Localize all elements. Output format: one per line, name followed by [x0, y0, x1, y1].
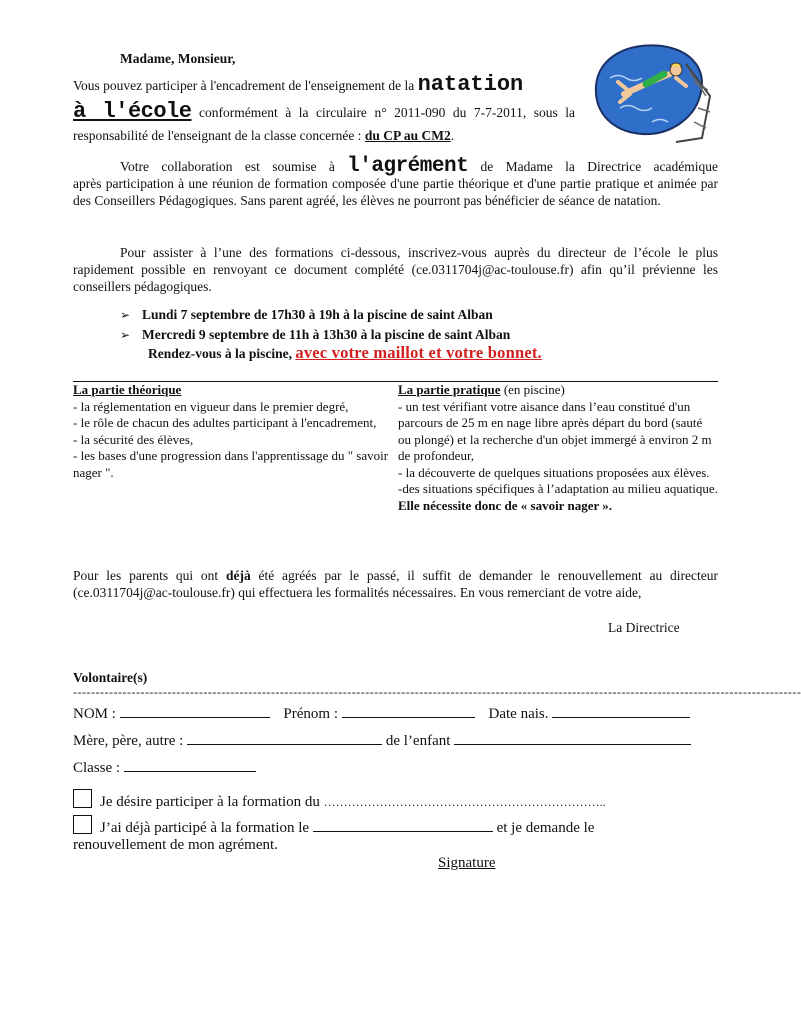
option-1-checkbox[interactable]: [73, 789, 92, 808]
renewal-text-2: été agréés par le passé, il suffit de demander le renouvellement au directeur (ce.0311704j@ac-toulouse.fr) qui effectuera les formalités nécessaires. En vous remerciant de votre aide,: [73, 568, 718, 600]
practice-item-text: -des situations spécifiques à l’adaptation au milieu aquatique.: [398, 481, 718, 496]
intro-line-1: [73, 72, 575, 97]
cut-line-divider: ------------------------------------------------------------------------------------------------------------------------------------------------------------------: [73, 685, 801, 699]
session-item: [120, 326, 680, 344]
rdv-line: [148, 344, 668, 362]
renewal-paragraph: [73, 567, 718, 601]
theory-title: La partie théorique: [73, 382, 182, 397]
option-2-line-2: renouvellement de mon agrément.: [73, 837, 278, 853]
intro-text-2: conformément à la circulaire n° 2011-090 du 7-7-2011, sous la: [198, 105, 575, 120]
signoff: La Directrice: [608, 620, 680, 635]
enfant-field[interactable]: [454, 732, 691, 745]
signature-label: Signature: [438, 855, 496, 871]
sessions-list: [120, 306, 680, 344]
ecole-word: à l'école: [73, 99, 192, 124]
practice-item: [398, 481, 718, 514]
agrement-line-1: [73, 155, 719, 178]
classe-label: Classe :: [73, 760, 121, 776]
option-1-label: Je désire participer à la formation du: [100, 794, 320, 810]
agrement-word: l'agrément: [347, 155, 469, 178]
intro-line-3: [73, 127, 633, 144]
inscription-paragraph: Pour assister à l’une des formations ci-dessous, inscrivez-vous auprès du directeur de l’école le plus rapidement possible en renvoyant ce document complété (ce.0311704j@ac-toulouse.fr) afin qu’il prévienne les conseillers pédagogiques.: [73, 245, 718, 294]
date-nais-field[interactable]: [552, 705, 690, 718]
form-row-classe: [73, 758, 256, 778]
arrow-bullet-icon: ➢: [120, 328, 131, 342]
intro-text-3: responsabilité de l'enseignant de la classe concernée :: [73, 128, 362, 143]
natation-word: natation: [417, 72, 524, 97]
theory-item: - la réglementation en vigueur dans le premier degré,: [73, 398, 349, 414]
agrement-paragraph: [73, 155, 719, 209]
session-text: Lundi 7 septembre de 17h30 à 19h à la piscine de saint Alban: [142, 307, 493, 322]
date-nais-label: Date nais.: [488, 706, 549, 722]
agrement-rest: après participation à une réunion de formation composée d'une partie théorique et d'une partie pratique et animée par des Conseillers Pédagogiques. Sans parent agréé, les élèves ne pourront pas bénéficier de séance de natation.: [73, 176, 718, 208]
practice-column: [393, 382, 718, 514]
parent-label: Mère, père, autre :: [73, 733, 184, 749]
theory-column: [73, 382, 393, 514]
cp-cm2-text: du CP au CM2: [364, 128, 451, 143]
practice-title-row: [398, 382, 718, 399]
nom-field[interactable]: [120, 705, 270, 718]
option-2-label: J’ai déjà participé à la formation le: [100, 820, 310, 836]
agrement-text-1: Votre collaboration est soumise à: [120, 159, 335, 174]
practice-item: - la découverte de quelques situations proposées aux élèves.: [398, 464, 710, 480]
practice-title: La partie pratique: [398, 382, 501, 397]
arrow-bullet-icon: ➢: [120, 308, 131, 322]
option-2-checkbox[interactable]: [73, 815, 92, 834]
session-text: Mercredi 9 septembre de 11h à 13h30 à la piscine de saint Alban: [142, 327, 511, 342]
renewal-text-1: Pour les parents qui ont: [73, 568, 219, 583]
formation-table: [73, 381, 718, 514]
theory-item: - le rôle de chacun des adultes participant à l'encadrement,: [73, 415, 377, 430]
enfant-label: de l’enfant: [385, 733, 451, 749]
intro-end: .: [450, 128, 455, 143]
practice-title-suffix: (en piscine): [500, 382, 565, 397]
rdv-highlight: avec votre maillot et votre bonnet.: [295, 343, 542, 362]
option-2-date-field[interactable]: [313, 819, 493, 832]
practice-item-bold: Elle nécessite donc de « savoir nager ».: [398, 497, 613, 513]
form-row-identity: [73, 704, 718, 724]
theory-item: - la sécurité des élèves,: [73, 431, 194, 447]
option-2-end: et je demande le: [496, 820, 595, 836]
rdv-label: Rendez-vous à la piscine,: [148, 346, 293, 361]
form-row-parent: [73, 731, 718, 751]
intro-line-2: [73, 99, 575, 124]
greeting: Madame, Monsieur,: [120, 51, 236, 66]
form-title: Volontaire(s): [73, 670, 148, 685]
intro-text-1: Vous pouvez participer à l'encadrement de l'enseignement de la: [73, 78, 415, 93]
classe-field[interactable]: [124, 759, 256, 772]
practice-item: - un test vérifiant votre aisance dans l’eau constitué d'un parcours de 25 m en nage libre après départ du bord (sauté ou plongé) et la recherche d'un objet immergé à environ 2 m de profondeur,: [398, 398, 712, 463]
option-1-row: [73, 789, 723, 812]
option-1-dots: ……………………………………………………………..: [323, 795, 606, 809]
prenom-field[interactable]: [342, 705, 475, 718]
nom-label: NOM :: [73, 706, 116, 722]
theory-item: - les bases d'une progression dans l'apprentissage du " savoir nager ".: [73, 448, 389, 480]
session-item: [120, 306, 680, 324]
prenom-label: Prénom :: [283, 706, 339, 722]
renewal-deja: déjà: [225, 568, 251, 583]
agrement-text-2: de Madame la Directrice académique: [480, 159, 719, 174]
parent-field[interactable]: [187, 732, 382, 745]
